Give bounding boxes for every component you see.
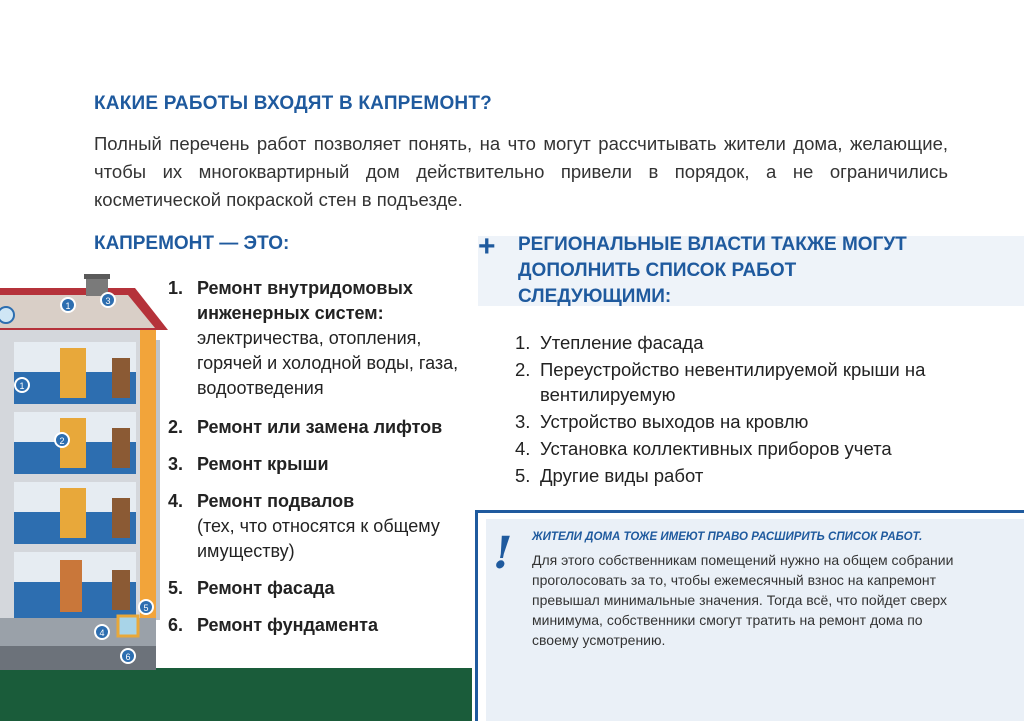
item-title: Ремонт фундамента xyxy=(197,615,378,635)
marker xyxy=(61,298,75,312)
svg-text:2: 2 xyxy=(59,436,65,446)
apartment-door xyxy=(112,570,130,610)
marker xyxy=(139,600,153,614)
list-item xyxy=(515,357,935,407)
ground-strip xyxy=(0,668,472,721)
svg-text:3: 3 xyxy=(105,296,111,306)
item-number: 5. xyxy=(168,578,184,598)
marker xyxy=(121,649,135,663)
svg-text:6: 6 xyxy=(125,652,131,662)
page-title: КАКИЕ РАБОТЫ ВХОДЯТ В КАПРЕМОНТ? xyxy=(94,93,492,114)
intro-paragraph: Полный перечень работ позволяет понять, на что могут рассчитывать жители дома, желающие, чтобы их многоквартирный дом действительно привели в порядок, а не ограничились косметической покраской стен в подъезде. xyxy=(94,133,948,210)
note-title: ЖИТЕЛИ ДОМА ТОЖЕ ИМЕЮТ ПРАВО РАСШИРИТЬ СПИСОК РАБОТ. xyxy=(532,531,923,543)
basement-window xyxy=(118,616,138,636)
svg-text:1: 1 xyxy=(19,381,25,391)
item-number: 3. xyxy=(168,454,184,474)
svg-text:1: 1 xyxy=(65,301,71,311)
elevator-door xyxy=(60,488,86,538)
apartment-door xyxy=(112,498,130,538)
svg-text:5: 5 xyxy=(143,603,149,613)
apartment-door xyxy=(112,358,130,398)
list-item xyxy=(168,489,473,564)
list-item xyxy=(168,576,473,601)
item-number: 5. xyxy=(515,465,531,486)
item-number: 3. xyxy=(515,411,531,432)
regional-works-list xyxy=(515,330,935,490)
item-title: Ремонт фасада xyxy=(197,578,335,598)
note-text: Для этого собственникам помещений нужно на общем собрании проголосовать за то, чтобы ежемесячный взнос на капремонт превышал минимальные значения. Тогда всё, что пойдет сверх минимума, собственники смогут тратить на ремонт дома по своему усмотрению. xyxy=(532,552,954,648)
main-works-list xyxy=(168,276,473,638)
item-text: Установка коллективных приборов учета xyxy=(540,438,892,459)
item-title: Ремонт или замена лифтов xyxy=(197,417,443,437)
item-number: 2. xyxy=(168,417,184,437)
list-item xyxy=(515,436,935,461)
item-number: 1. xyxy=(515,332,531,353)
item-text: Утепление фасада xyxy=(540,332,704,353)
marker xyxy=(55,433,69,447)
left-heading: КАПРЕМОНТ — ЭТО: xyxy=(94,233,290,254)
item-text: Переустройство невентилируемой крыши на вентилируемую xyxy=(540,359,926,405)
item-number: 1. xyxy=(168,278,184,298)
item-detail: электричества, отопления, горячей и холодной воды, газа, водоотведения xyxy=(197,328,459,398)
item-number: 6. xyxy=(168,615,184,635)
list-item xyxy=(515,463,935,488)
svg-text:4: 4 xyxy=(99,628,105,638)
building-illustration xyxy=(0,270,172,670)
attic xyxy=(0,295,155,328)
list-item xyxy=(515,330,935,355)
marker xyxy=(15,378,29,392)
plus-icon: + xyxy=(478,230,496,263)
list-item xyxy=(168,415,473,440)
exclamation-icon: ! xyxy=(493,528,513,579)
list-item xyxy=(515,409,935,434)
side-wall xyxy=(138,330,156,645)
drain-pipe xyxy=(156,340,160,620)
regional-heading: РЕГИОНАЛЬНЫЕ ВЛАСТИ ТАКЖЕ МОГУТ ДОПОЛНИТЬ СПИСОК РАБОТ СЛЕДУЮЩИМИ: xyxy=(518,234,907,307)
item-title: Ремонт внутридомовых инженерных систем: xyxy=(197,278,413,323)
list-item xyxy=(168,276,473,401)
item-number: 2. xyxy=(515,359,531,380)
item-text: Устройство выходов на кровлю xyxy=(540,411,809,432)
item-text: Другие виды работ xyxy=(540,465,704,486)
vent-icon xyxy=(0,307,14,323)
item-number: 4. xyxy=(168,491,184,511)
list-item xyxy=(168,613,473,638)
item-title: Ремонт подвалов xyxy=(197,491,355,511)
list-item xyxy=(168,452,473,477)
item-number: 4. xyxy=(515,438,531,459)
entrance-door xyxy=(60,560,82,612)
marker xyxy=(101,293,115,307)
chimney-cap xyxy=(84,274,110,279)
marker xyxy=(95,625,109,639)
item-detail: (тех, что относятся к общему имуществу) xyxy=(197,516,440,561)
apartment-door xyxy=(112,428,130,468)
item-title: Ремонт крыши xyxy=(197,454,329,474)
elevator-door xyxy=(60,348,86,398)
